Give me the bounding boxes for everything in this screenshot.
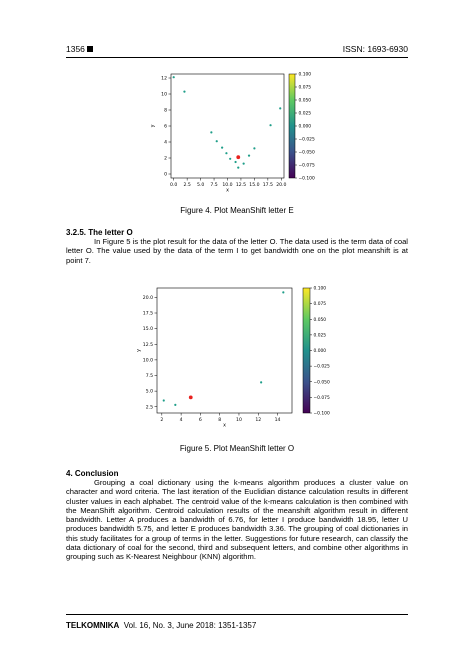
fig5-data-point	[163, 399, 165, 401]
footer-rule	[66, 614, 408, 615]
fig5-colorbar-tick-label: −0.100	[313, 411, 330, 417]
page-header	[66, 44, 408, 56]
fig4-data-point	[253, 147, 255, 149]
fig4-data-point	[183, 91, 185, 93]
issn: ISSN: 1693-6930	[342, 44, 408, 54]
conclusion-paragraph: Grouping a coal dictionary using the k-means algorithm produces a cluster value on character and word criteria. The last iteration of the Euclidian distance calculation results in different cluster values in each alphabet. The centroid value of the k-means calculation is then combined with the MeanShift algorithm. Centroid calculation results of the meanshift algorithm result in different bandwidth. Letter A produces a bandwidth of 6.76, for letter I produce bandwidth 18.95, letter U produces bandwidth 5.75, and letter E produces bandwidth 3.36. The grouping of coal dictionaries in this study facilitates for a group of terms in the letter. Suggestions for future research, can classify the data dictionary of coal for the second, third and subsequent letters, and combine other algorithms in grouping such as K-Nearest Neighbour (KNN) algorithm.	[66, 478, 408, 562]
fig5-y-tick-label: 7.5	[145, 374, 153, 380]
fig4-colorbar-tick-label: 0.050	[298, 98, 312, 104]
fig4-x-tick-label: 17.5	[262, 183, 273, 188]
fig4-y-tick-label: 10	[161, 92, 167, 98]
figure-4-caption: Figure 4. Plot MeanShift letter E	[180, 206, 294, 215]
fig5-y-tick-label: 20.0	[142, 295, 153, 301]
fig4-x-tick-label: 20.0	[276, 183, 287, 188]
fig5-x-tick-label: 10	[236, 418, 242, 423]
journal-name: TELKOMNIKA	[66, 621, 120, 630]
fig4-x-tick-label: 12.5	[235, 183, 247, 188]
fig4-y-tick-label: 6	[164, 124, 167, 130]
fig4-y-tick-label: 2	[164, 156, 167, 162]
fig4-data-point	[216, 140, 218, 142]
fig4-data-point	[234, 161, 236, 163]
fig5-data-point	[174, 404, 176, 406]
fig4-colorbar-tick-label: −0.025	[298, 137, 315, 143]
fig5-colorbar-tick-label: 0.025	[313, 333, 327, 339]
fig5-colorbar-tick-label: 0.000	[313, 349, 327, 354]
fig4-data-point	[243, 163, 245, 165]
fig4-x-tick-label: 2.5	[183, 183, 191, 188]
fig5-x-tick-label: 2	[160, 418, 164, 423]
fig4-colorbar	[289, 74, 295, 178]
fig4-x-tick-label: 0.0	[170, 183, 178, 188]
page-footer	[66, 621, 256, 630]
fig5-x-tick-label: 4	[179, 418, 183, 423]
fig4-x-tick-label: 5.0	[196, 183, 205, 188]
fig4-data-point	[229, 158, 231, 160]
fig4-plot-frame	[171, 74, 284, 178]
fig4-colorbar-tick-label: 0.025	[298, 111, 312, 117]
fig5-colorbar-tick-label: 0.050	[313, 317, 327, 323]
figure-4-chart	[0, 66, 474, 196]
square-bullet-icon	[87, 46, 93, 52]
page-number: 1356	[66, 44, 93, 54]
fig5-colorbar-tick-label: 0.100	[313, 286, 327, 292]
fig5-colorbar	[303, 288, 310, 413]
fig5-x-tick-label: 6	[198, 418, 202, 423]
fig4-centroid-point	[236, 155, 240, 159]
fig4-x-tick-label: 15.0	[249, 183, 260, 188]
fig5-y-tick-label: 12.5	[142, 342, 153, 348]
fig5-colorbar-tick-label: −0.025	[313, 364, 330, 370]
fig5-colorbar-tick-label: 0.075	[313, 302, 327, 308]
fig4-y-tick-label: 8	[164, 108, 167, 114]
fig4-data-point	[248, 155, 250, 157]
fig5-data-point	[260, 381, 262, 383]
fig5-centroid-point	[189, 395, 193, 399]
fig4-y-tick-label: 4	[164, 140, 167, 146]
fig5-y-tick-label: 17.5	[142, 311, 153, 317]
fig5-colorbar-tick-label: −0.075	[313, 395, 330, 401]
fig4-data-point	[269, 124, 271, 126]
fig5-y-tick-label: 10.0	[142, 358, 153, 364]
fig5-plot-frame	[157, 288, 292, 413]
fig5-y-tick-label: 15.0	[142, 327, 153, 333]
fig4-colorbar-tick-label: −0.075	[298, 163, 315, 169]
fig5-y-tick-label: 5.0	[145, 389, 153, 395]
fig4-y-tick-label: 0	[164, 172, 167, 178]
fig4-y-axis-label: y	[151, 124, 156, 128]
fig5-data-point	[282, 291, 284, 293]
fig4-data-point	[225, 152, 227, 154]
fig4-data-point	[173, 76, 175, 78]
fig4-x-axis-label: x	[226, 188, 229, 194]
fig5-colorbar-tick-label: −0.050	[313, 380, 330, 386]
fig4-data-point	[221, 147, 223, 149]
fig5-y-axis-label: y	[137, 349, 142, 352]
journal-citation: Vol. 16, No. 3, June 2018: 1351-1357	[123, 621, 257, 630]
section-heading-letter-o: 3.2.5. The letter O	[66, 228, 133, 237]
fig5-x-axis-label: x	[223, 423, 226, 429]
fig5-x-tick-label: 12	[255, 418, 262, 423]
section-paragraph-letter-o: In Figure 5 is the plot result for the data of the letter O. The data used is the term data of coal letter O. The value used by the data of the term I to get bandwidth one on the plot meanshift is at point 7.	[66, 237, 408, 265]
fig4-x-tick-label: 7.5	[210, 183, 218, 188]
fig4-y-tick-label: 12	[161, 76, 167, 82]
fig4-data-point	[210, 131, 212, 133]
figure-5-caption: Figure 5. Plot MeanShift letter O	[179, 444, 295, 453]
fig4-colorbar-tick-label: 0.000	[298, 124, 312, 130]
fig4-colorbar-tick-label: −0.050	[298, 150, 315, 156]
fig4-x-tick-label: 10.0	[222, 183, 233, 188]
header-rule	[66, 57, 408, 58]
fig4-colorbar-tick-label: 0.075	[298, 85, 312, 91]
fig5-x-tick-label: 8	[218, 418, 222, 423]
fig4-colorbar-tick-label: 0.100	[298, 72, 312, 78]
fig4-colorbar-tick-label: −0.100	[298, 176, 315, 182]
fig4-data-point	[279, 107, 281, 109]
fig5-x-tick-label: 14	[274, 418, 281, 423]
figure-5-chart	[0, 282, 474, 436]
fig5-y-tick-label: 2.5	[145, 405, 153, 411]
fig4-data-point	[237, 167, 239, 169]
conclusion-heading: 4. Conclusion	[66, 469, 119, 478]
